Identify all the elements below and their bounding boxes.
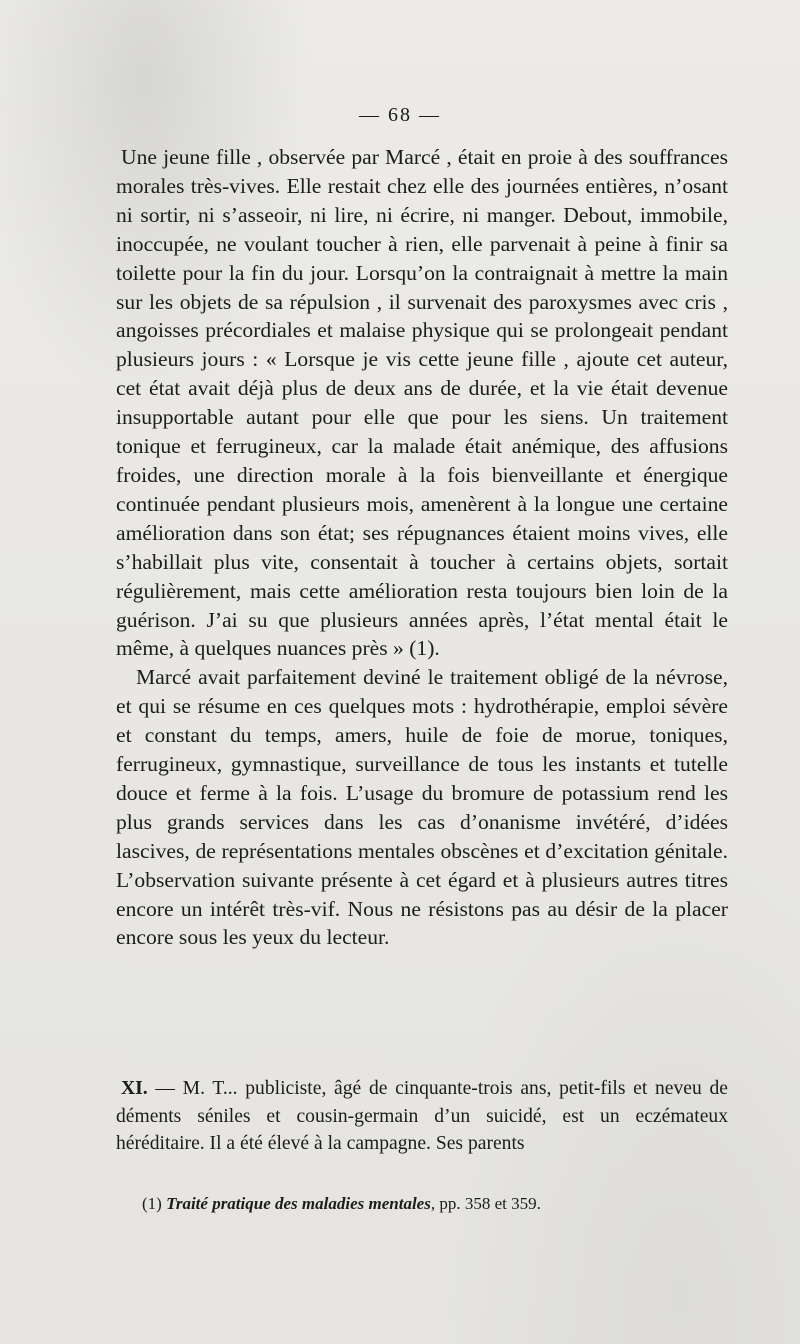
page-number: — 68 —	[359, 104, 441, 126]
observation-entry	[116, 1075, 728, 1158]
paragraph: Marcé avait parfaitement deviné le traitement obligé de la névrose, et qui se résume en ces quelques mots : hydrothérapie, emploi sévère et constant du temps, amers, huile de foie de morue, toniques, ferrugineux, gymnastique, surveillance de tous les instants et tutelle douce et ferme à la fois. L’usage du bromure de potassium rend les plus grands services dans les cas d’onanisme invétéré, d’idées lascives, de représentations mentales obscènes et d’excitation génitale. L’observation suivante présente à cet égard et à plusieurs autres titres encore un intérêt très-vif. Nous ne résistons pas au désir de la placer encore sous les yeux du lecteur.	[116, 665, 728, 950]
footnote-marker: (1)	[142, 1194, 162, 1213]
paragraph: Une jeune fille , observée par Marcé , était en proie à des souffrances morales très-vives. Elle restait chez elle des journées entières, n’osant ni sortir, ni s’asseoir, ni lire, ni écrire, ni manger. Debout, immobile, inoccupée, ne voulant toucher à rien, elle parvenait à peine à finir sa toilette pour la fin du jour. Lorsqu’on la contraignait à mettre la main sur les objets de sa répulsion , il survenait des paroxysmes avec cris , angoisses précordiales et malaise physique qui se prolongeait pendant plusieurs jours : « Lorsque je vis cette jeune fille , ajoute cet auteur, cet état avait déjà plus de deux ans de durée, et la vie était devenue insupportable autant pour elle que pour les siens. Un traitement tonique et ferrugineux, car la malade était anémique, des affusions froides, une direction morale à la fois bienveillante et énergique continuée pendant plusieurs mois, amenèrent à la longue une certaine amélioration dans son état; ses répugnances étaient moins vives, elle s’habillait plus vite, consentait à toucher à certains objets, sortait régulièrement, mais cette amélioration resta toujours bien loin de la guérison. J’ai su que plusieurs années après, l’état mental était le même, à quelques nuances près » (1).	[116, 145, 728, 661]
footnote	[142, 1193, 732, 1215]
observation-label: XI.	[121, 1078, 148, 1099]
observation-text: — M. T... publiciste, âgé de cinquante-trois ans, petit-fils et neveu de déments séniles et cousin-germain d’un suicidé, est un eczémateux héréditaire. Il a été élevé à la campagne. Ses parents	[116, 1078, 728, 1154]
footnote-pages: , pp. 358 et 359.	[430, 1194, 541, 1213]
main-text	[116, 143, 728, 952]
footnote-title: Traité pratique des maladies mentales	[166, 1194, 431, 1213]
